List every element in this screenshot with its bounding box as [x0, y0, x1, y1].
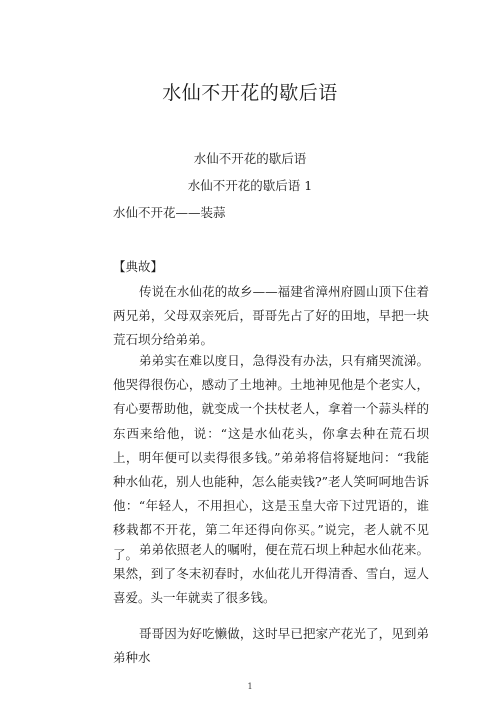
section-heading: 【典故】	[113, 259, 164, 274]
document-title: 水仙不开花的歇后语	[162, 82, 338, 104]
body-paragraph-4: 哥哥因为好吃懒做，这时早已把家产花光了，见到弟弟种水	[113, 626, 429, 666]
page-number: 1	[247, 682, 253, 691]
body-paragraph-3: 弟弟依照老人的嘱咐，便在荒石坝上种起水仙花来。果然，到了冬末初春时，水仙花儿开得清香、雪白，逗人喜爱。头一年就卖了很多钱。	[113, 542, 429, 606]
body-paragraph-1: 传说在水仙花的故乡——福建省漳州府圆山顶下住着两兄弟，父母双亲死后，哥哥先占了好的田地，早把一块荒石坝分给弟弟。	[113, 284, 429, 348]
idiom-line: 水仙不开花——装蒜	[113, 205, 226, 220]
subtitle-line-1: 水仙不开花的歇后语	[193, 151, 307, 166]
subtitle-line-2: 水仙不开花的歇后语 1	[187, 178, 313, 193]
body-paragraph-2: 弟弟实在难以度日，急得没有办法，只有痛哭流涕。他哭得很伤心，感动了土地神。土地神见他是个老实人，有心要帮助他，就变成一个扶杖老人，拿着一个蒜头样的东西来给他，说：“这是水仙花头，你拿去种在荒石坝上，明年便可以卖得很多钱。”弟弟将信将疑地问：“我能种水仙花，别人也能种，怎么能卖钱?”老人笑呵呵地告诉他：“年轻人，不用担心，这是玉皇大帝下过咒语的，谁移栽都不开花，第二年还得向你买。”说完，老人就不见了。	[113, 353, 429, 562]
